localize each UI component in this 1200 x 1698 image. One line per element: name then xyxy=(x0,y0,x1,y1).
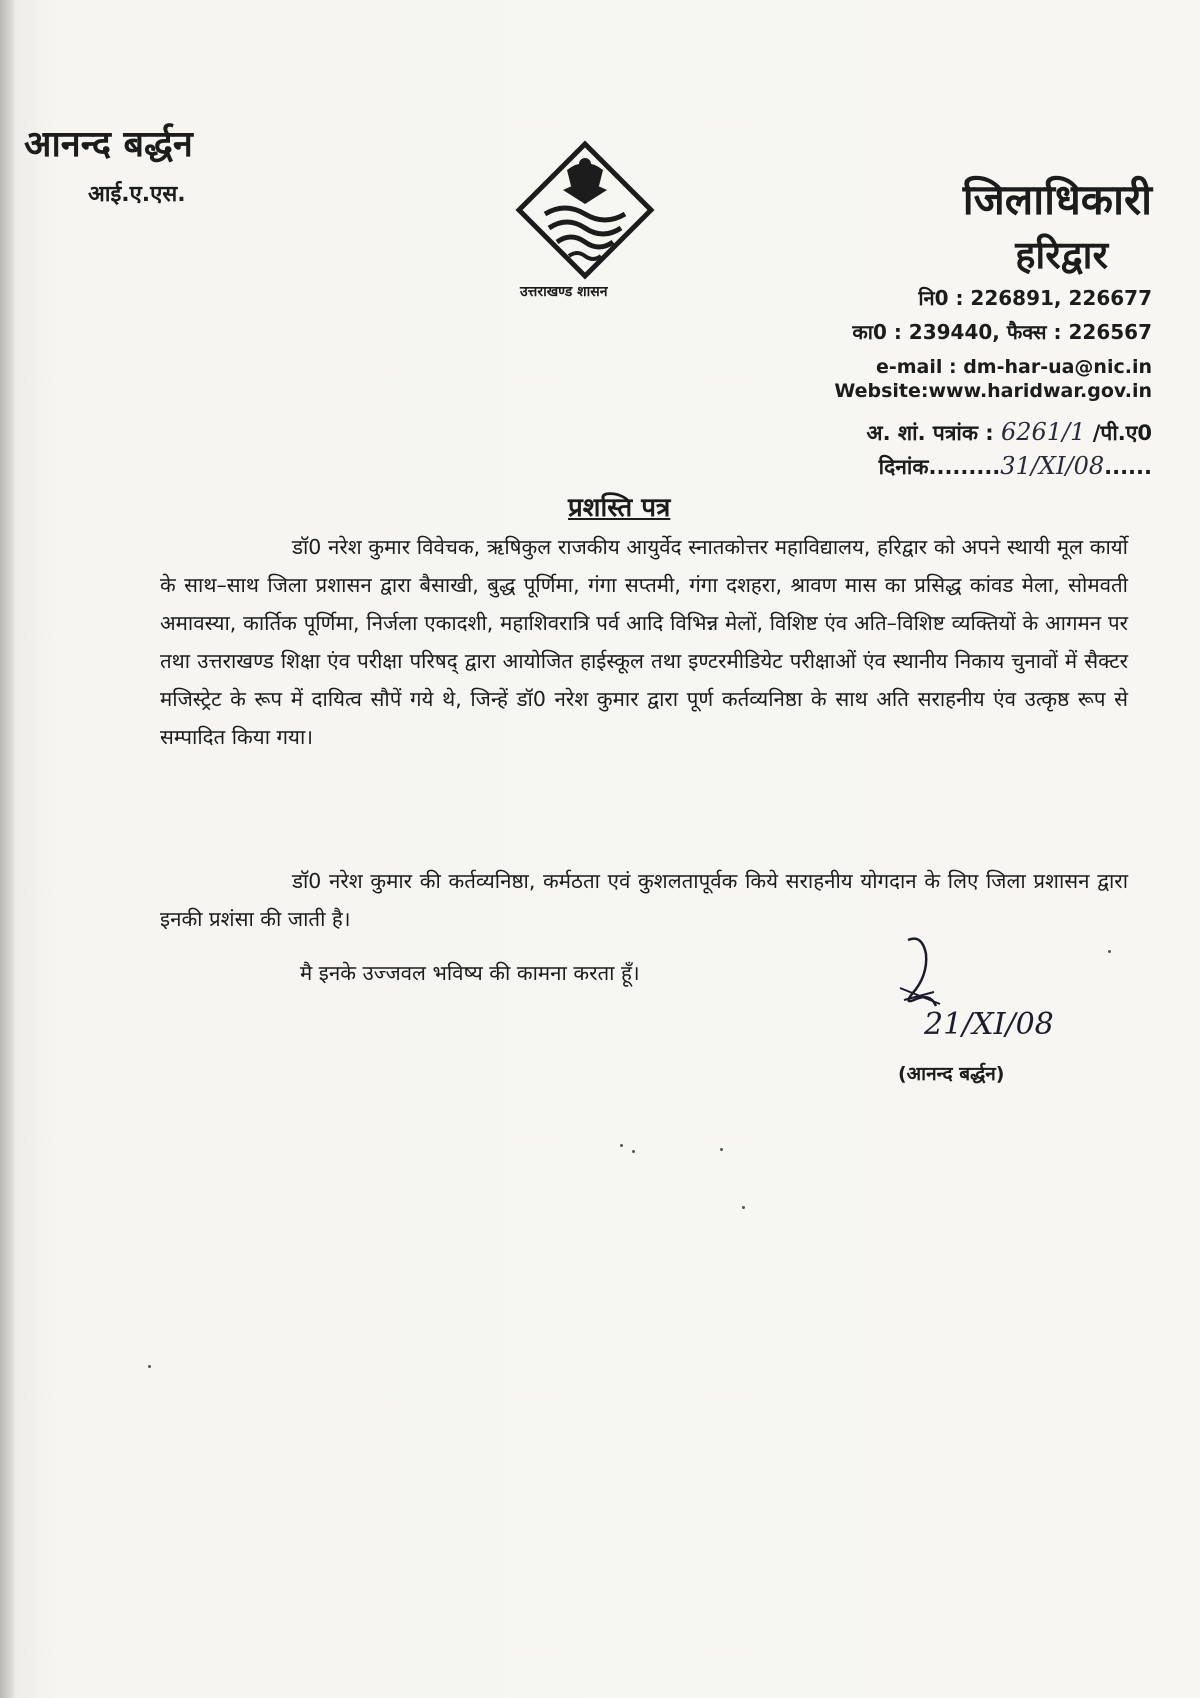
document-heading: प्रशस्ति पत्र xyxy=(568,493,671,523)
officer-name: आनन्द बर्द्धन xyxy=(24,123,193,165)
phone-office-fax: का0 : 239440, फैक्स : 226567 xyxy=(852,320,1152,344)
scan-speck xyxy=(632,1150,635,1153)
date-label: दिनांक......... xyxy=(878,455,1001,479)
office-title: जिलाधिकारी xyxy=(962,175,1152,224)
scan-speck xyxy=(1108,950,1111,953)
reference-number-line xyxy=(867,418,1152,447)
scan-speck xyxy=(742,1206,745,1209)
officer-title: आई.ए.एस. xyxy=(88,182,186,207)
uttarakhand-emblem-icon xyxy=(515,140,655,280)
body-paragraph-2: डॉ0 नरेश कुमार की कर्तव्यनिष्ठा, कर्मठता एवं कुशलतापूर्वक किये सराहनीय योगदान के लिए जिला प्रशासन द्वारा इनकी प्रशंसा की जाती है। xyxy=(160,869,1128,931)
scan-edge-shadow xyxy=(0,0,14,1698)
date-value: 31/XI/08 xyxy=(1000,452,1105,480)
body-paragraph-3: मै इनके उज्जवल भविष्य की कामना करता हूँ। xyxy=(300,961,640,985)
website-address: Website:www.haridwar.gov.in xyxy=(834,380,1152,402)
signature-date: 21/XI/08 xyxy=(924,1007,1054,1042)
scan-speck xyxy=(720,1148,723,1151)
reference-suffix: /पी.ए0 xyxy=(1092,421,1152,445)
emblem-caption: उत्तराखण्ड शासन xyxy=(520,284,608,300)
scan-speck xyxy=(620,1144,623,1147)
signatory-name: (आनन्द बर्द्धन) xyxy=(898,1063,1005,1085)
reference-number: 6261/1 xyxy=(1001,418,1086,446)
date-line xyxy=(879,452,1152,481)
date-suffix: ...... xyxy=(1104,455,1152,479)
reference-label: अ. शां. पत्रांक : xyxy=(866,421,994,445)
phone-residence: नि0 : 226891, 226677 xyxy=(918,286,1152,310)
scan-speck xyxy=(148,1365,151,1368)
body-paragraph-1: डॉ0 नरेश कुमार विवेचक, ऋषिकुल राजकीय आयुर्वेद स्नातकोत्तर महाविद्यालय, हरिद्वार को अपने स्थायी मूल कार्यो के साथ–साथ जिला प्रशासन द्वारा बैसाखी, बुद्ध पूर्णिमा, गंगा सप्तमी, गंगा दशहरा, श्रावण मास का प्रसिद्ध कांवड मेला, सोमवती अमावस्या, कार्तिक पूर्णिमा, निर्जला एकादशी, महाशिवरात्रि पर्व आदि विभिन्न मेलों, विशिष्ट एंव अति–विशिष्ट व्यक्तियों के आगमन पर तथा उत्तराखण्ड शिक्षा एंव परीक्षा परिषद् द्वारा आयोजित हाईस्कूल तथा इण्टरमीडियेट परीक्षाओं एंव स्थानीय निकाय चुनावों में सैक्टर मजिस्ट्रेट के रूप में दायित्व सौपें गये थे, जिन्हें डॉ0 नरेश कुमार द्वारा पूर्ण कर्तव्यनिष्ठा के साथ अति सराहनीय एंव उत्कृष्ठ रूप से सम्पादित किया गया। xyxy=(160,535,1128,749)
office-city: हरिद्वार xyxy=(1015,233,1108,277)
handwritten-signature xyxy=(890,930,1080,1050)
email-address: e-mail : dm-har-ua@nic.in xyxy=(875,356,1152,378)
